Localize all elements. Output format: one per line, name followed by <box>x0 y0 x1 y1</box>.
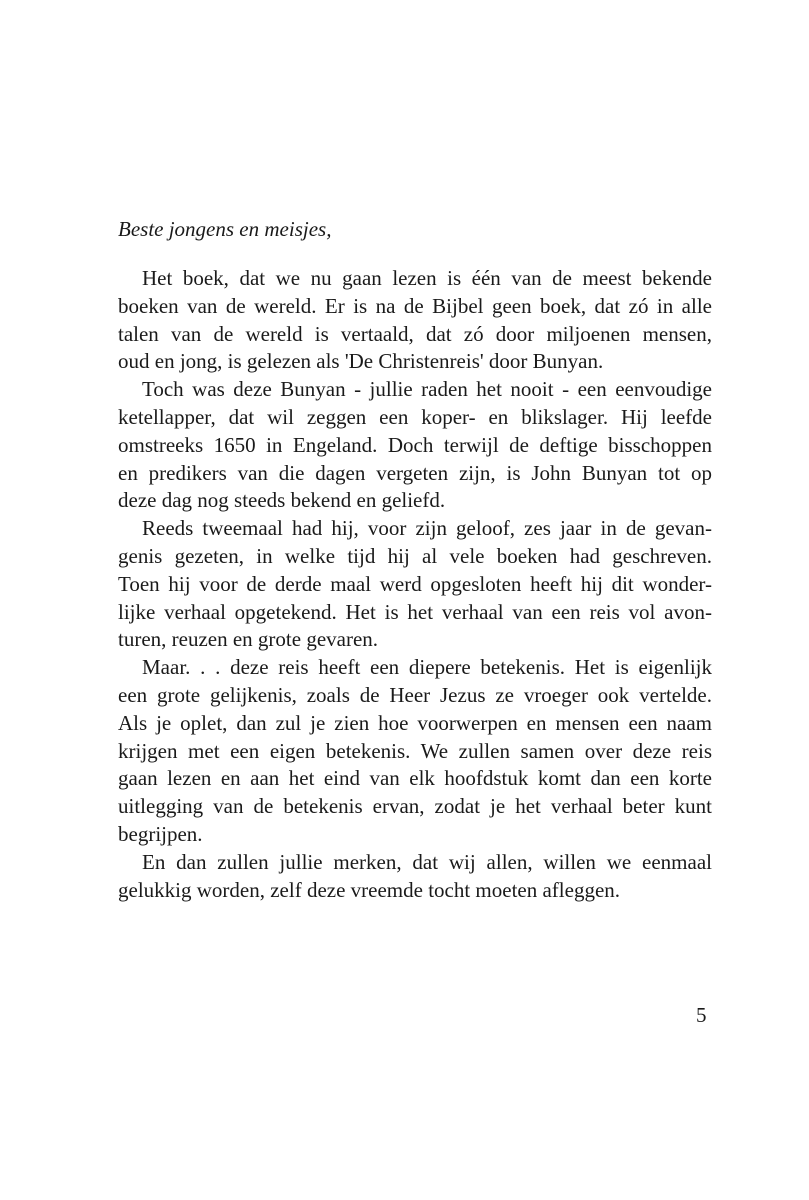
text-line: Als je oplet, dan zul je zien hoe voorwerpen en mensen een naam <box>118 710 712 735</box>
text-line: ketellapper, dat wil zeggen een koper- en blikslager. Hij leefde <box>118 404 712 429</box>
text-line: een grote gelijkenis, zoals de Heer Jezus ze vroeger ook vertelde. <box>118 682 712 707</box>
text-line: en predikers van die dagen vergeten zijn, is John Bunyan tot op <box>118 460 712 485</box>
text-line: genis gezeten, in welke tijd hij al vele boeken had geschreven. <box>118 543 712 568</box>
text-line: krijgen met een eigen betekenis. We zullen samen over deze reis <box>118 738 712 763</box>
text-line: boeken van de wereld. Er is na de Bijbel geen boek, dat zó in alle <box>118 293 712 318</box>
text-line: Toen hij voor de derde maal werd opgesloten heeft hij dit wonder- <box>118 571 712 596</box>
page-number: 5 <box>696 1003 707 1027</box>
text-line: omstreeks 1650 in Engeland. Doch terwijl de deftige bisschoppen <box>118 432 712 457</box>
text-line: lijke verhaal opgetekend. Het is het verhaal van een reis vol avon- <box>118 599 712 624</box>
text-line: deze dag nog steeds bekend en geliefd. <box>118 488 446 513</box>
text-line: En dan zullen jullie merken, dat wij allen, willen we eenmaal <box>142 849 712 874</box>
text-line: Het boek, dat we nu gaan lezen is één van de meest bekende <box>142 266 712 290</box>
text-line: talen van de wereld is vertaald, dat zó door miljoenen mensen, <box>118 321 712 346</box>
text-line: Toch was deze Bunyan - jullie raden het nooit - een eenvoudige <box>142 377 712 402</box>
text-line: gaan lezen en aan het eind van elk hoofdstuk komt dan een korte <box>118 766 712 791</box>
text-line: uitlegging van de betekenis ervan, zodat je het verhaal beter kunt <box>118 794 712 819</box>
salutation: Beste jongens en meisjes, <box>118 217 332 241</box>
text-line: Maar. . . deze reis heeft een diepere betekenis. Het is eigenlijk <box>142 655 712 680</box>
body-text <box>118 265 712 904</box>
text-line: oud en jong, is gelezen als 'De Christenreis' door Bunyan. <box>118 349 604 374</box>
text-line: gelukkig worden, zelf deze vreemde tocht moeten afleggen. <box>118 877 621 902</box>
text-line: begrijpen. <box>118 821 203 846</box>
text-line: Reeds tweemaal had hij, voor zijn geloof, zes jaar in de gevan- <box>142 516 712 541</box>
text-line: turen, reuzen en grote gevaren. <box>118 627 379 652</box>
